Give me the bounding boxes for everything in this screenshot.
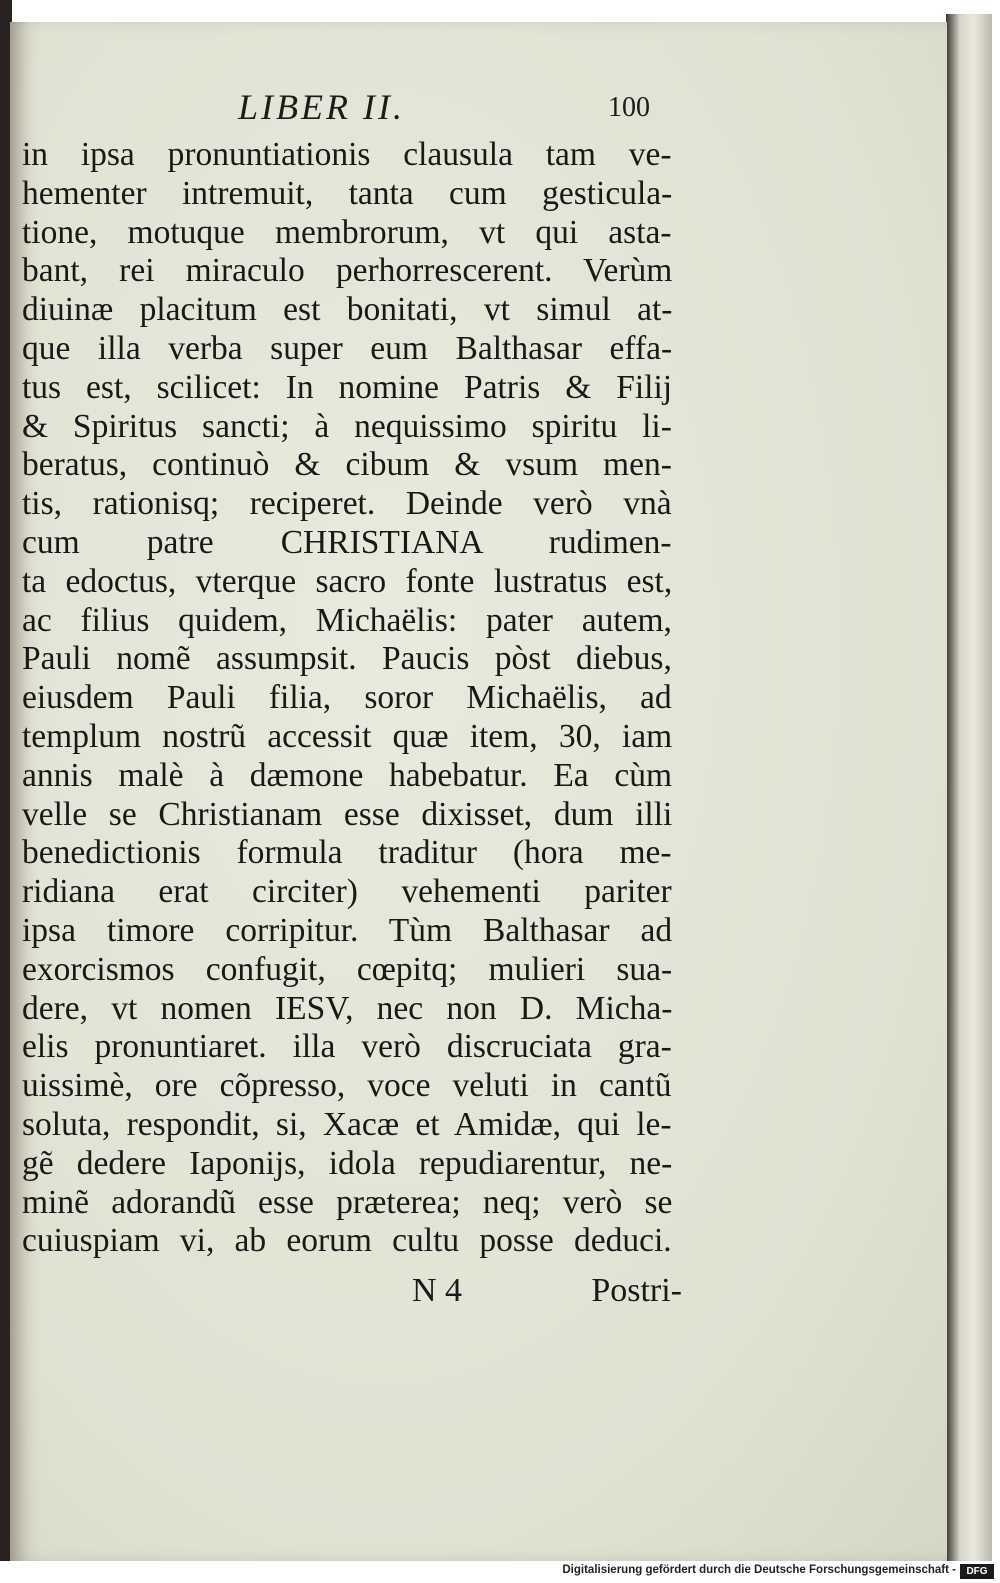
page-foot bbox=[412, 1272, 682, 1316]
text-line: templum nostrũ accessit quæ item, 30, iam bbox=[22, 717, 673, 755]
text-line: cuiuspiam vi, ab eorum cultu posse deduci. bbox=[22, 1222, 672, 1260]
text-line: beratus, continuò & cibum & vsum men- bbox=[22, 446, 672, 484]
funding-credit: Digitalisierung gefördert durch die Deutsche Forschungsgemeinschaft - bbox=[562, 1564, 956, 1576]
catchword: Postri- bbox=[591, 1272, 682, 1309]
text-line: cum patre CHRISTIANA rudimen- bbox=[22, 523, 672, 561]
signature-mark: N 4 bbox=[412, 1272, 463, 1309]
text-line: annis malè à dæmone habebatur. Ea cùm bbox=[22, 756, 673, 794]
text-line: bant, rei miraculo perhorrescerent. Verùm bbox=[22, 252, 673, 290]
text-line: uissimè, ore cõpresso, voce veluti in cantũ bbox=[22, 1067, 672, 1105]
text-line: eiusdem Pauli filia, soror Michaëlis, ad bbox=[22, 679, 672, 717]
text-line: ac filius quidem, Michaëlis: pater autem, bbox=[22, 601, 672, 639]
digitization-footer bbox=[0, 1561, 1000, 1583]
text-line: exorcismos confugit, cœpitq; mulieri sua- bbox=[22, 950, 673, 988]
text-line: dere, vt nomen IESV, nec non D. Micha- bbox=[22, 989, 673, 1027]
text-line: ta edoctus, vterque sacro fonte lustratus est, bbox=[22, 562, 673, 600]
text-line: benedictionis formula traditur (hora me- bbox=[22, 834, 672, 872]
running-head bbox=[238, 86, 658, 126]
text-line: ridiana erat circiter) vehementi pariter bbox=[22, 873, 672, 911]
text-line: elis pronuntiaret. illa verò discruciata gra- bbox=[22, 1028, 672, 1066]
text-line: diuinæ placitum est bonitati, vt simul at- bbox=[22, 291, 673, 329]
text-line: que illa verba super eum Balthasar effa- bbox=[22, 329, 673, 367]
text-line: ipsa timore corripitur. Tùm Balthasar ad bbox=[22, 911, 673, 949]
folio-number: 100 bbox=[608, 92, 650, 123]
text-line: velle se Christianam esse dixisset, dum illi bbox=[22, 795, 673, 833]
text-line: tione, motuque membrorum, vt qui asta- bbox=[22, 213, 672, 251]
text-line: Pauli nomẽ assumpsit. Paucis pòst diebus, bbox=[22, 640, 672, 678]
text-line: & Spiritus sancti; à nequissimo spiritu li- bbox=[22, 407, 672, 445]
text-line: soluta, respondit, si, Xacæ et Amidæ, qui le- bbox=[22, 1105, 672, 1143]
text-line: hementer intremuit, tanta cum gesticula- bbox=[22, 174, 673, 212]
text-line: tus est, scilicet: In nomine Patris & Filij bbox=[22, 368, 673, 406]
dfg-logo: DFG bbox=[960, 1564, 994, 1579]
text-line: gẽ dedere Iaponijs, idola repudiarentur, ne- bbox=[22, 1144, 673, 1182]
text-line: minẽ adorandũ esse præterea; neq; verò se bbox=[22, 1183, 673, 1221]
running-head-title: LIBER II. bbox=[238, 87, 405, 127]
text-line: tis, rationisq; reciperet. Deinde verò vnà bbox=[22, 485, 672, 523]
body-text bbox=[22, 136, 672, 1261]
page-fore-edge bbox=[946, 14, 992, 1561]
text-line: in ipsa pronuntiationis clausula tam ve- bbox=[22, 136, 672, 173]
